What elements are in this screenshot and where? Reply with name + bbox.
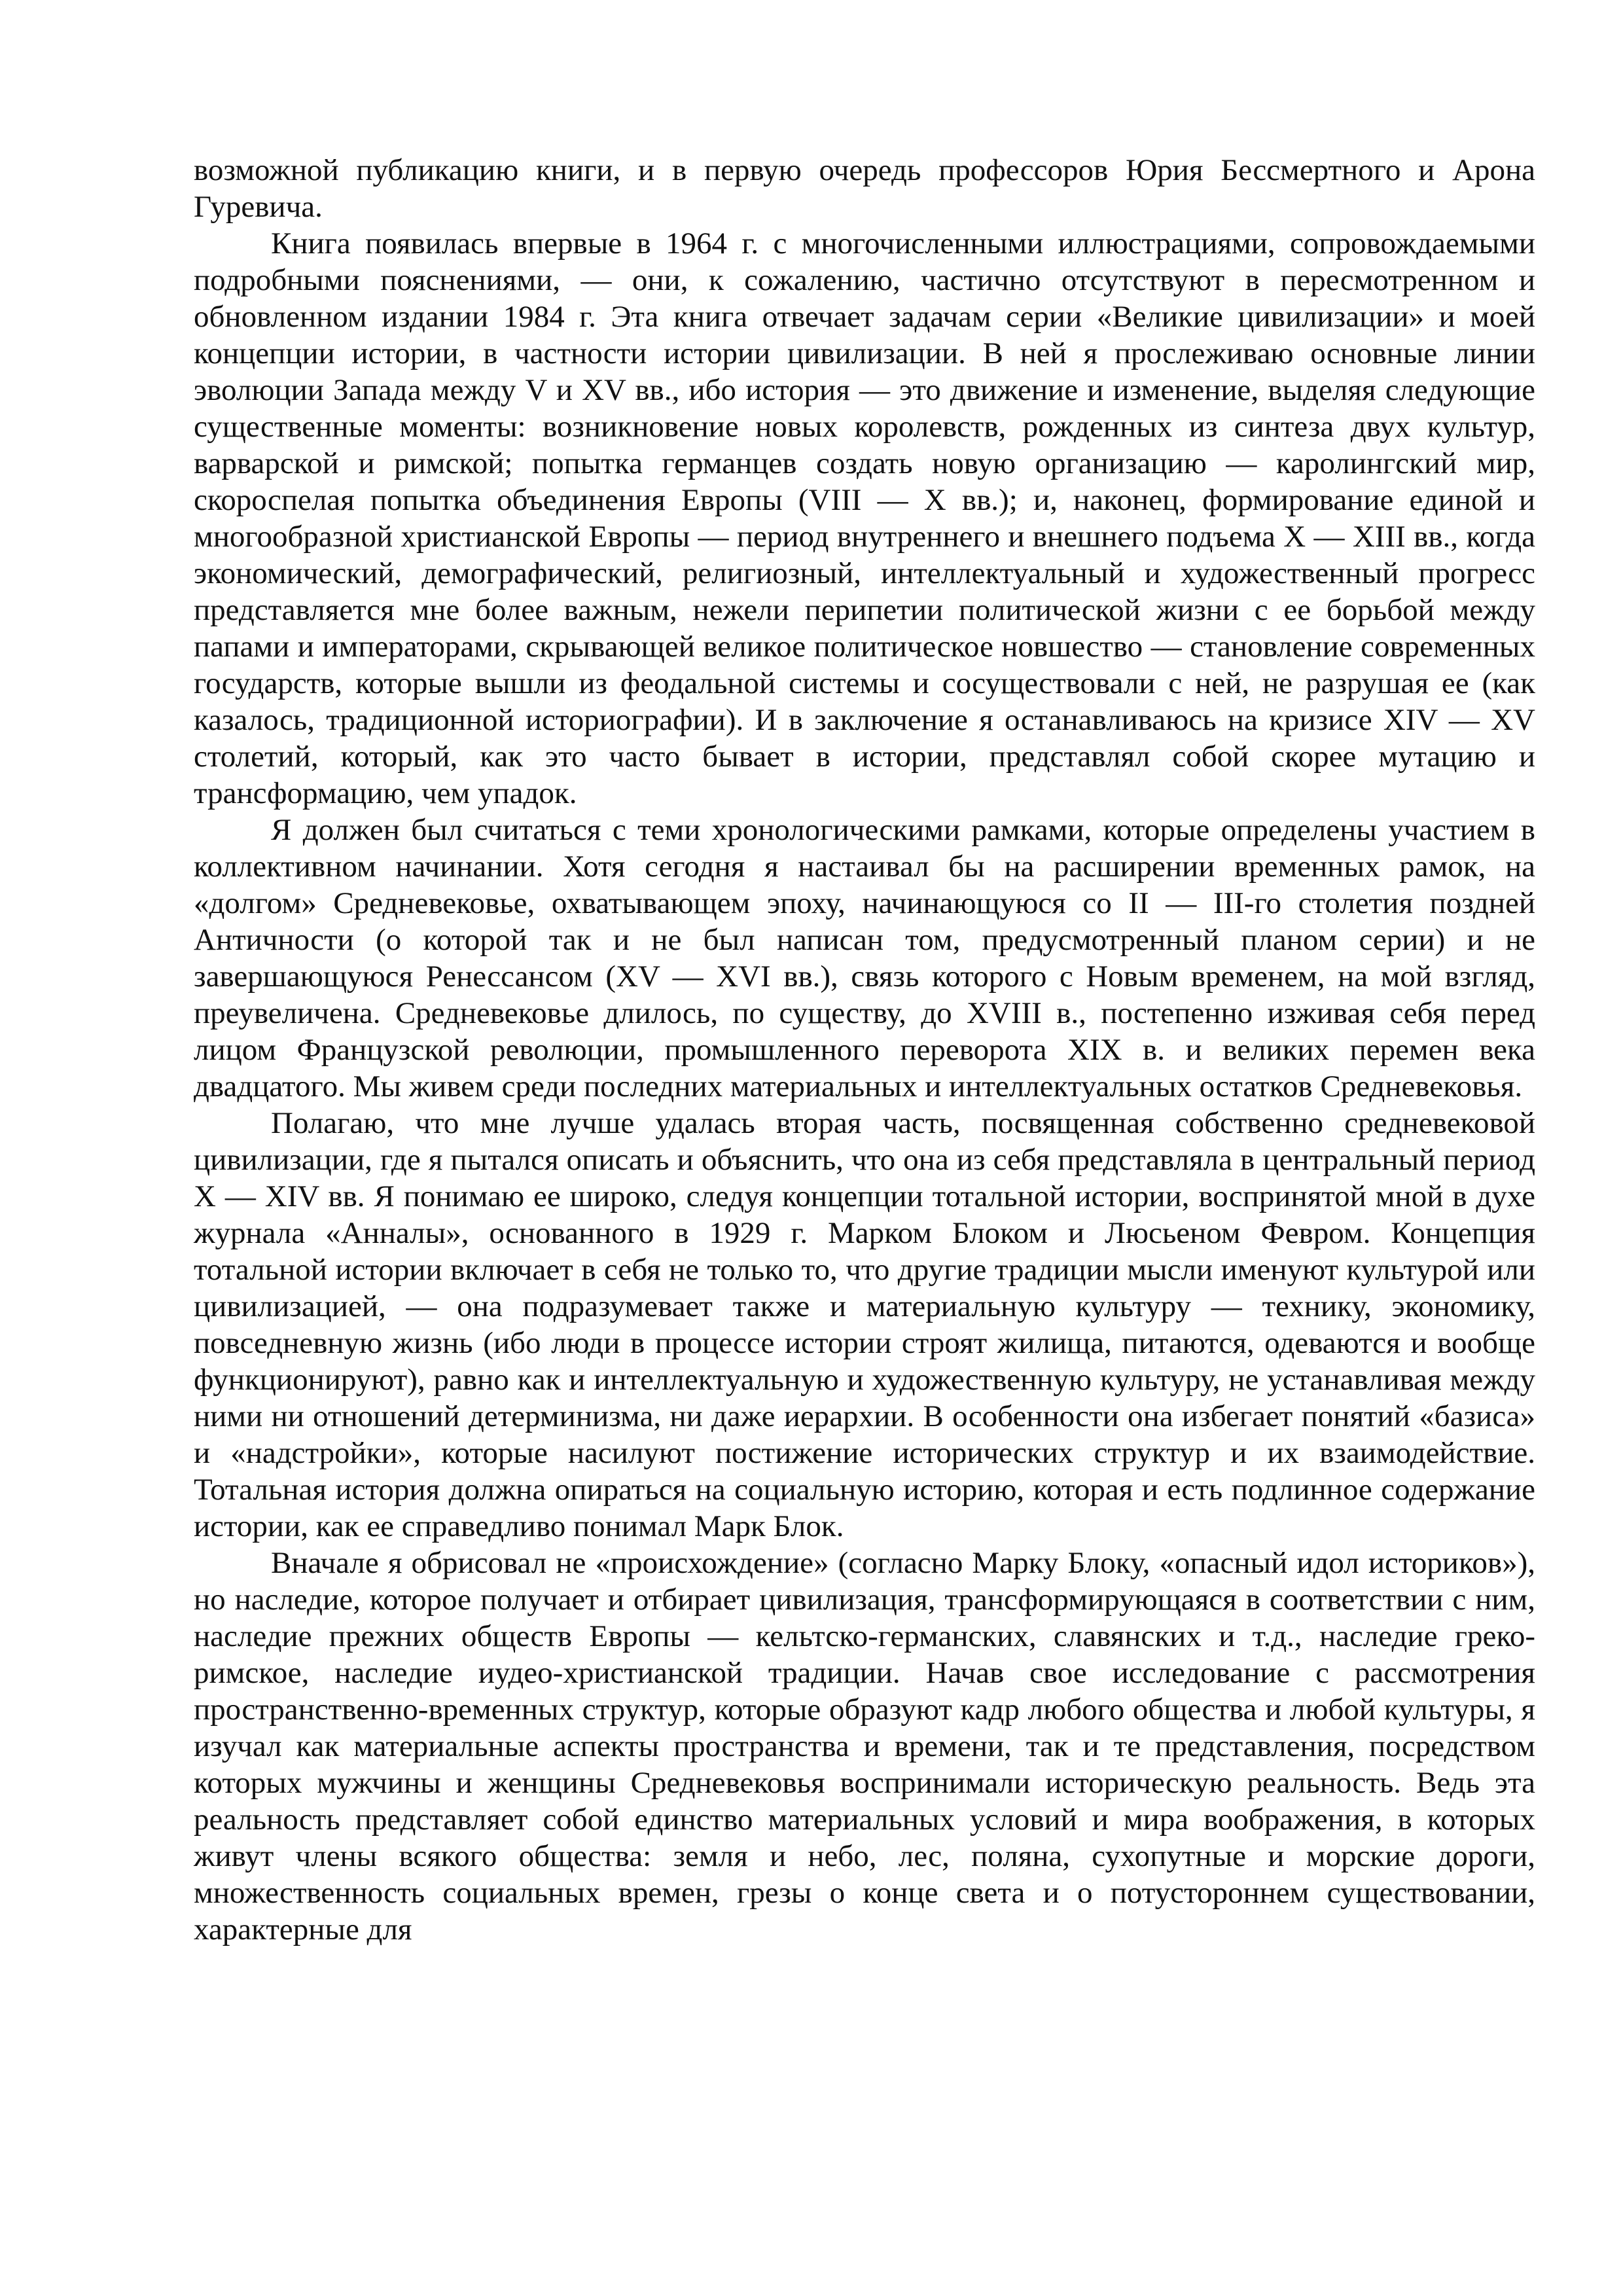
document-page: [194, 152, 1535, 1948]
paragraph-1: возможной публикацию книги, и в первую очередь профессоров Юрия Бессмертного и Арона Гуревича.: [194, 153, 1535, 224]
paragraph-2: Книга появилась впервые в 1964 г. с многочисленными иллюстрациями, сопровождаемыми подробными пояснениями, — они, к сожалению, частично отсутствуют в пересмотренном и обновленном издании 1984 г. Эта книга отвечает задачам серии «Великие цивилизации» и моей концепции истории, в частности истории цивилизации. В ней я прослеживаю основные линии эволюции Запада между V и XV вв., ибо история — это движение и изменение, выделяя следующие существенные моменты: возникновение новых королевств, рожденных из синтеза двух культур, варварской и римской; попытка германцев создать новую организацию — каролингский мир, скороспелая попытка объединения Европы (VIII — X вв.); и, наконец, формирование единой и многообразной христианской Европы — период внутреннего и внешнего подъема X — XIII вв., когда экономический, демографический, религиозный, интеллектуальный и художественный прогресс представляется мне более важным, нежели перипетии политической жизни с ее борьбой между папами и императорами, скрывающей великое политическое новшество — становление современных государств, которые вышли из феодальной системы и сосуществовали с ней, не разрушая ее (как казалось, традиционной историографии). И в заключение я останавливаюсь на кризисе XIV — XV столетий, который, как это часто бывает в истории, представлял собой скорее мутацию и трансформацию, чем упадок.: [194, 226, 1535, 810]
paragraph-4: Полагаю, что мне лучше удалась вторая часть, посвященная собственно средневековой цивилизации, где я пытался описать и объяснить, что она из себя представляла в центральный период X — XIV вв. Я понимаю ее широко, следуя концепции тотальной истории, воспринятой мной в духе журнала «Анналы», основанного в 1929 г. Марком Блоком и Люсьеном Февром. Концепция тотальной истории включает в себя не только то, что другие традиции мысли именуют культурой или цивилизацией, — она подразумевает также и материальную культуру — технику, экономику, повседневную жизнь (ибо люди в процессе истории строят жилища, питаются, одеваются и вообще функционируют), равно как и интеллектуальную и художественную культуру, не устанавливая между ними ни отношений детерминизма, ни даже иерархии. В особенности она избегает понятий «базиса» и «надстройки», которые насилуют постижение исторических структур и их взаимодействие. Тотальная история должна опираться на социальную историю, которая и есть подлинное содержание истории, как ее справедливо понимал Марк Блок.: [194, 1106, 1535, 1543]
paragraph-5: Вначале я обрисовал не «происхождение» (согласно Марку Блоку, «опасный идол историков»), но наследие, которое получает и отбирает цивилизация, трансформирующаяся в соответствии с ним, наследие прежних обществ Европы — кельтско-германских, славянских и т.д., наследие греко-римское, наследие иудео-христианской традиции. Начав свое исследование с рассмотрения пространственно-временных структур, которые образуют кадр любого общества и любой культуры, я изучал как материальные аспекты пространства и времени, так и те представления, посредством которых мужчины и женщины Средневековья воспринимали историческую реальность. Ведь эта реальность представляет собой единство материальных условий и мира воображения, в которых живут члены всякого общества: земля и небо, лес, поляна, сухопутные и морские дороги, множественность социальных времен, грезы о конце света и о потустороннем существовании, характерные для: [194, 1546, 1535, 1946]
paragraph-3: Я должен был считаться с теми хронологическими рамками, которые определены участием в коллективном начинании. Хотя сегодня я настаивал бы на расширении временных рамок, на «долгом» Средневековье, охватывающем эпоху, начинающуюся со II — III-го столетия поздней Античности (о которой так и не был написан том, предусмотренный планом серии) и не завершающуюся Ренессансом (XV — XVI вв.), связь которого с Новым временем, на мой взгляд, преувеличена. Средневековье длилось, по существу, до XVIII в., постепенно изживая себя перед лицом Французской революции, промышленного переворота XIX в. и великих перемен века двадцатого. Мы живем среди последних материальных и интеллектуальных остатков Средневековья.: [194, 813, 1535, 1103]
